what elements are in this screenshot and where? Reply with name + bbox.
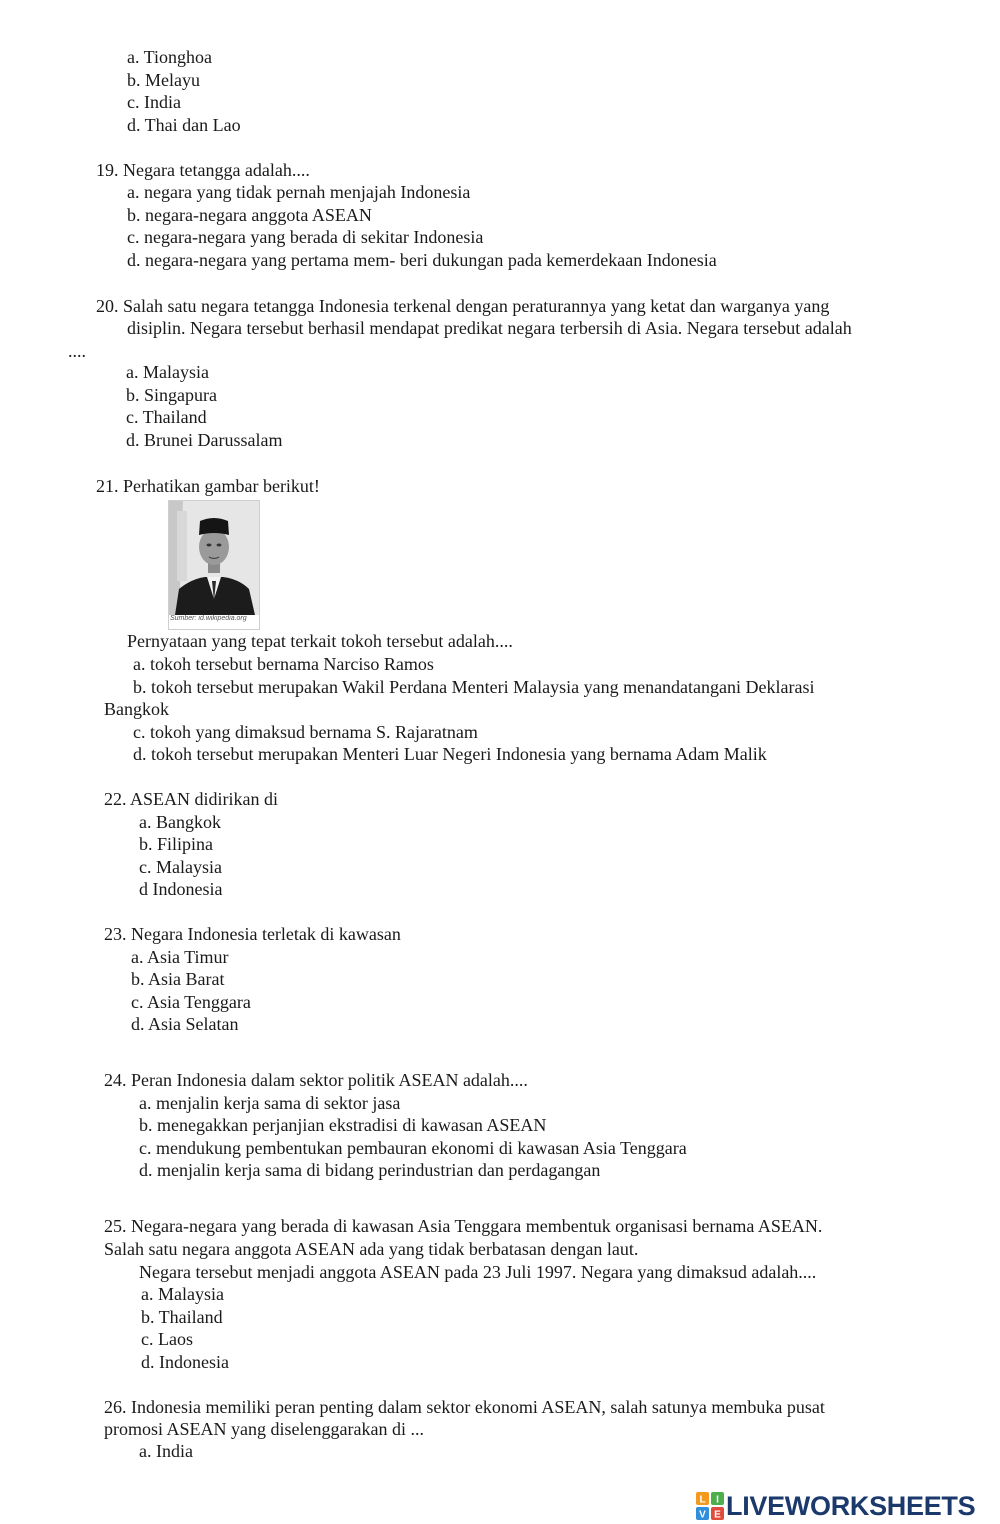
q19-option-a: a. negara yang tidak pernah menjajah Indonesia — [127, 182, 471, 202]
q20-option-a: a. Malaysia — [126, 362, 209, 382]
q23-option-c: c. Asia Tenggara — [131, 992, 251, 1012]
q19-question: 19. Negara tetangga adalah.... — [96, 160, 310, 180]
q25-question-line-3: Negara tersebut menjadi anggota ASEAN pada 23 Juli 1997. Negara yang dimaksud adalah.... — [139, 1262, 817, 1282]
q18-option-b: b. Melayu — [127, 70, 200, 90]
q25-option-c: c. Laos — [141, 1329, 193, 1349]
q19-option-c: c. negara-negara yang berada di sekitar Indonesia — [127, 227, 484, 247]
q19-option-b: b. negara-negara anggota ASEAN — [127, 205, 372, 225]
q22-question: 22. ASEAN didirikan di — [104, 789, 278, 809]
q24-option-d: d. menjalin kerja sama di bidang perindustrian dan perdagangan — [139, 1160, 601, 1180]
q21-option-d: d. tokoh tersebut merupakan Menteri Luar Negeri Indonesia yang bernama Adam Malik — [133, 744, 767, 764]
image-caption: Sumber: id.wikipedia.org — [170, 615, 247, 622]
q23-option-a: a. Asia Timur — [131, 947, 229, 967]
logo-letter-v: V — [699, 1509, 706, 1520]
q21-option-a: a. tokoh tersebut bernama Narciso Ramos — [133, 654, 434, 674]
q22-option-b: b. Filipina — [139, 834, 214, 854]
portrait-photo — [168, 500, 260, 630]
q21-option-b-continued: Bangkok — [104, 699, 169, 719]
q23-question: 23. Negara Indonesia terletak di kawasan — [104, 924, 401, 944]
q23-option-d: d. Asia Selatan — [131, 1014, 239, 1034]
q22-option-a: a. Bangkok — [139, 812, 221, 832]
q25-question-line-2: Salah satu negara anggota ASEAN ada yang tidak berbatasan dengan laut. — [104, 1239, 639, 1259]
q22-option-d: d Indonesia — [139, 879, 223, 899]
q18-option-c: c. India — [127, 92, 181, 112]
q20-question-line-1: 20. Salah satu negara tetangga Indonesia terkenal dengan peraturannya yang ketat dan warganya yang — [96, 296, 830, 316]
q19-option-d: d. negara-negara yang pertama mem- beri dukungan pada kemerdekaan Indonesia — [127, 250, 717, 270]
q20-option-d: d. Brunei Darussalam — [126, 430, 283, 450]
q23-option-b: b. Asia Barat — [131, 969, 225, 989]
liveworksheets-logo-icon — [696, 1492, 724, 1520]
brand-name: LIVEWORKSHEETS — [726, 1491, 976, 1521]
liveworksheets-brand[interactable] — [696, 1489, 975, 1523]
portrait-figure-icon — [169, 501, 259, 615]
q24-option-a: a. menjalin kerja sama di sektor jasa — [139, 1093, 401, 1113]
q25-option-b: b. Thailand — [141, 1307, 223, 1327]
q26-question-line-2: promosi ASEAN yang diselenggarakan di ... — [104, 1419, 424, 1439]
q20-option-b: b. Singapura — [126, 385, 217, 405]
q24-option-c: c. mendukung pembentukan pembauran ekonomi di kawasan Asia Tenggara — [139, 1138, 687, 1158]
q20-question-line-2: disiplin. Negara tersebut berhasil mendapat predikat negara terbersih di Asia. Negara tersebut adalah — [127, 318, 852, 338]
q26-question-line-1: 26. Indonesia memiliki peran penting dalam sektor ekonomi ASEAN, salah satunya membuka pusat — [104, 1397, 825, 1417]
q25-question-line-1: 25. Negara-negara yang berada di kawasan Asia Tenggara membentuk organisasi bernama ASEAN. — [104, 1216, 823, 1236]
q18-option-a: a. Tionghoa — [127, 47, 213, 67]
q20-question-line-3: .... — [68, 341, 86, 361]
q21-option-b: b. tokoh tersebut merupakan Wakil Perdana Menteri Malaysia yang menandatangani Deklarasi — [133, 677, 815, 697]
logo-letter-e: E — [714, 1509, 721, 1520]
logo-letter-i: I — [716, 1494, 719, 1506]
q25-option-a: a. Malaysia — [141, 1284, 224, 1304]
q21-option-c: c. tokoh yang dimaksud bernama S. Rajaratnam — [133, 722, 478, 742]
q18-option-d: d. Thai dan Lao — [127, 115, 241, 135]
q21-question: 21. Perhatikan gambar berikut! — [96, 476, 320, 496]
q22-option-c: c. Malaysia — [139, 857, 222, 877]
q25-option-d: d. Indonesia — [141, 1352, 229, 1372]
logo-letter-l: L — [699, 1494, 706, 1506]
q21-prompt: Pernyataan yang tepat terkait tokoh tersebut adalah.... — [127, 631, 513, 651]
q20-option-c: c. Thailand — [126, 407, 207, 427]
q24-question: 24. Peran Indonesia dalam sektor politik ASEAN adalah.... — [104, 1070, 528, 1090]
q24-option-b: b. menegakkan perjanjian ekstradisi di kawasan ASEAN — [139, 1115, 547, 1135]
q26-option-a: a. India — [139, 1441, 193, 1461]
